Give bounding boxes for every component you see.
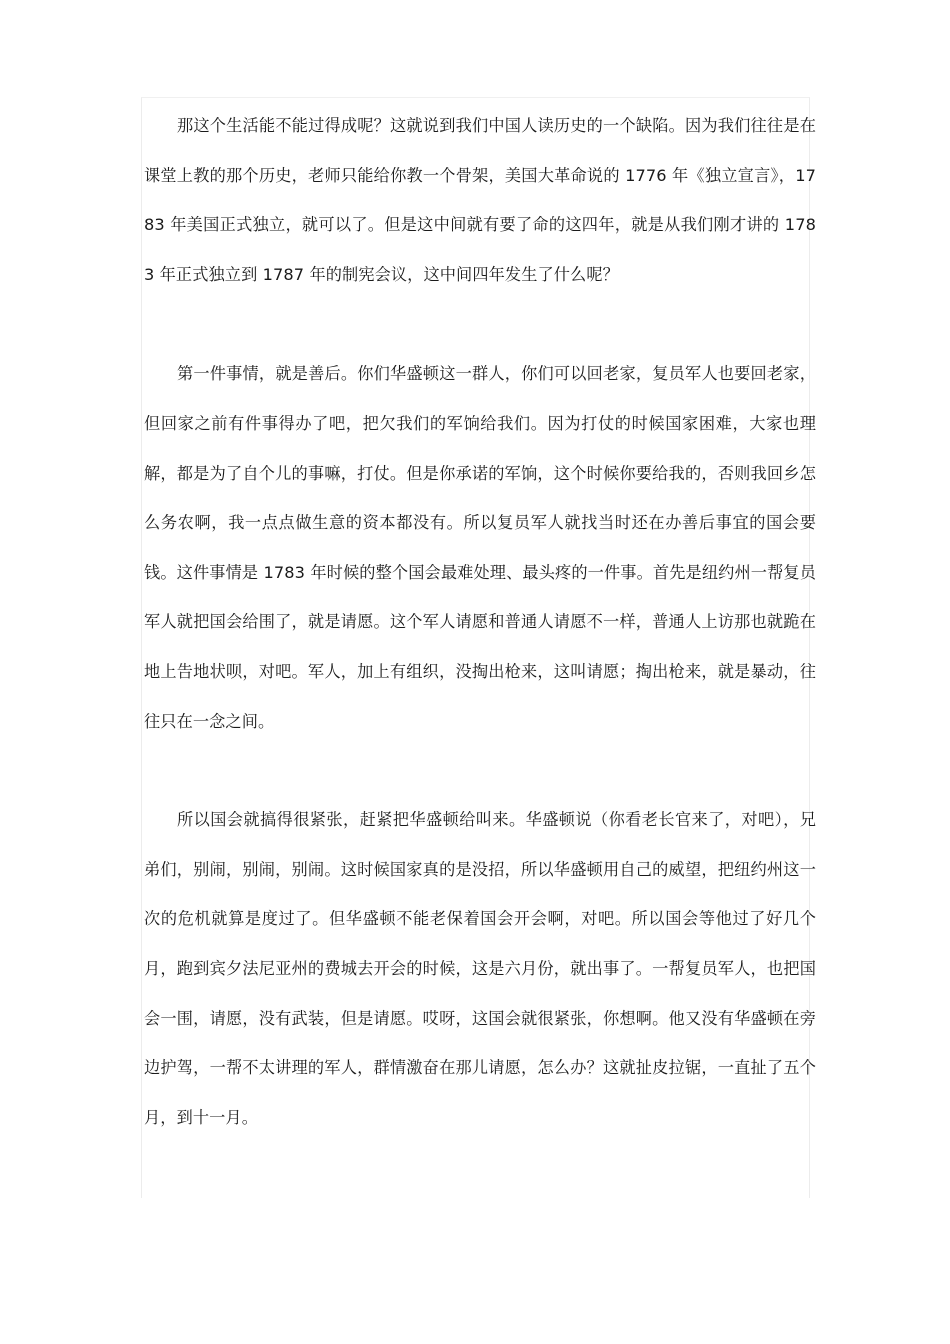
document-body [144, 101, 816, 1192]
paragraph-1: 那这个生活能不能过得成呢？这就说到我们中国人读历史的一个缺陷。因为我们往往是在课堂上教的那个历史，老师只能给你教一个骨架，美国大革命说的 1776 年《独立宣言》，1783 年美国正式独立，就可以了。但是这中间就有要了命的这四年，就是从我们刚才讲的 1783 年正式独立到 1787 年的制宪会议，这中间四年发生了什么呢？ [144, 116, 816, 284]
paragraph-3: 所以国会就搞得很紧张，赶紧把华盛顿给叫来。华盛顿说（你看老长官来了，对吧），兄弟们，别闹，别闹，别闹。这时候国家真的是没招，所以华盛顿用自己的威望，把纽约州这一次的危机就算是度过了。但华盛顿不能老保着国会开会啊，对吧。所以国会等他过了好几个月，跑到宾夕法尼亚州的费城去开会的时候，这是六月份，就出事了。一帮复员军人，也把国会一围，请愿，没有武装，但是请愿。哎呀，这国会就很紧张，你想啊。他又没有华盛顿在旁边护驾，一帮不太讲理的军人，群情激奋在那儿请愿，怎么办？这就扯皮拉锯，一直扯了五个月，到十一月。 [144, 810, 816, 1127]
paragraph-2: 第一件事情，就是善后。你们华盛顿这一群人，你们可以回老家，复员军人也要回老家，但回家之前有件事得办了吧，把欠我们的军饷给我们。因为打仗的时候国家困难，大家也理解，都是为了自个儿的事嘛，打仗。但是你承诺的军饷，这个时候你要给我的，否则我回乡怎么务农啊，我一点点做生意的资本都没有。所以复员军人就找当时还在办善后事宜的国会要钱。这件事情是 1783 年时候的整个国会最难处理、最头疼的一件事。首先是纽约州一帮复员军人就把国会给围了，就是请愿。这个军人请愿和普通人请愿不一样，普通人上访那也就跪在地上告地状呗，对吧。军人，加上有组织，没掏出枪来，这叫请愿；掏出枪来，就是暴动，往往只在一念之间。 [144, 364, 816, 731]
